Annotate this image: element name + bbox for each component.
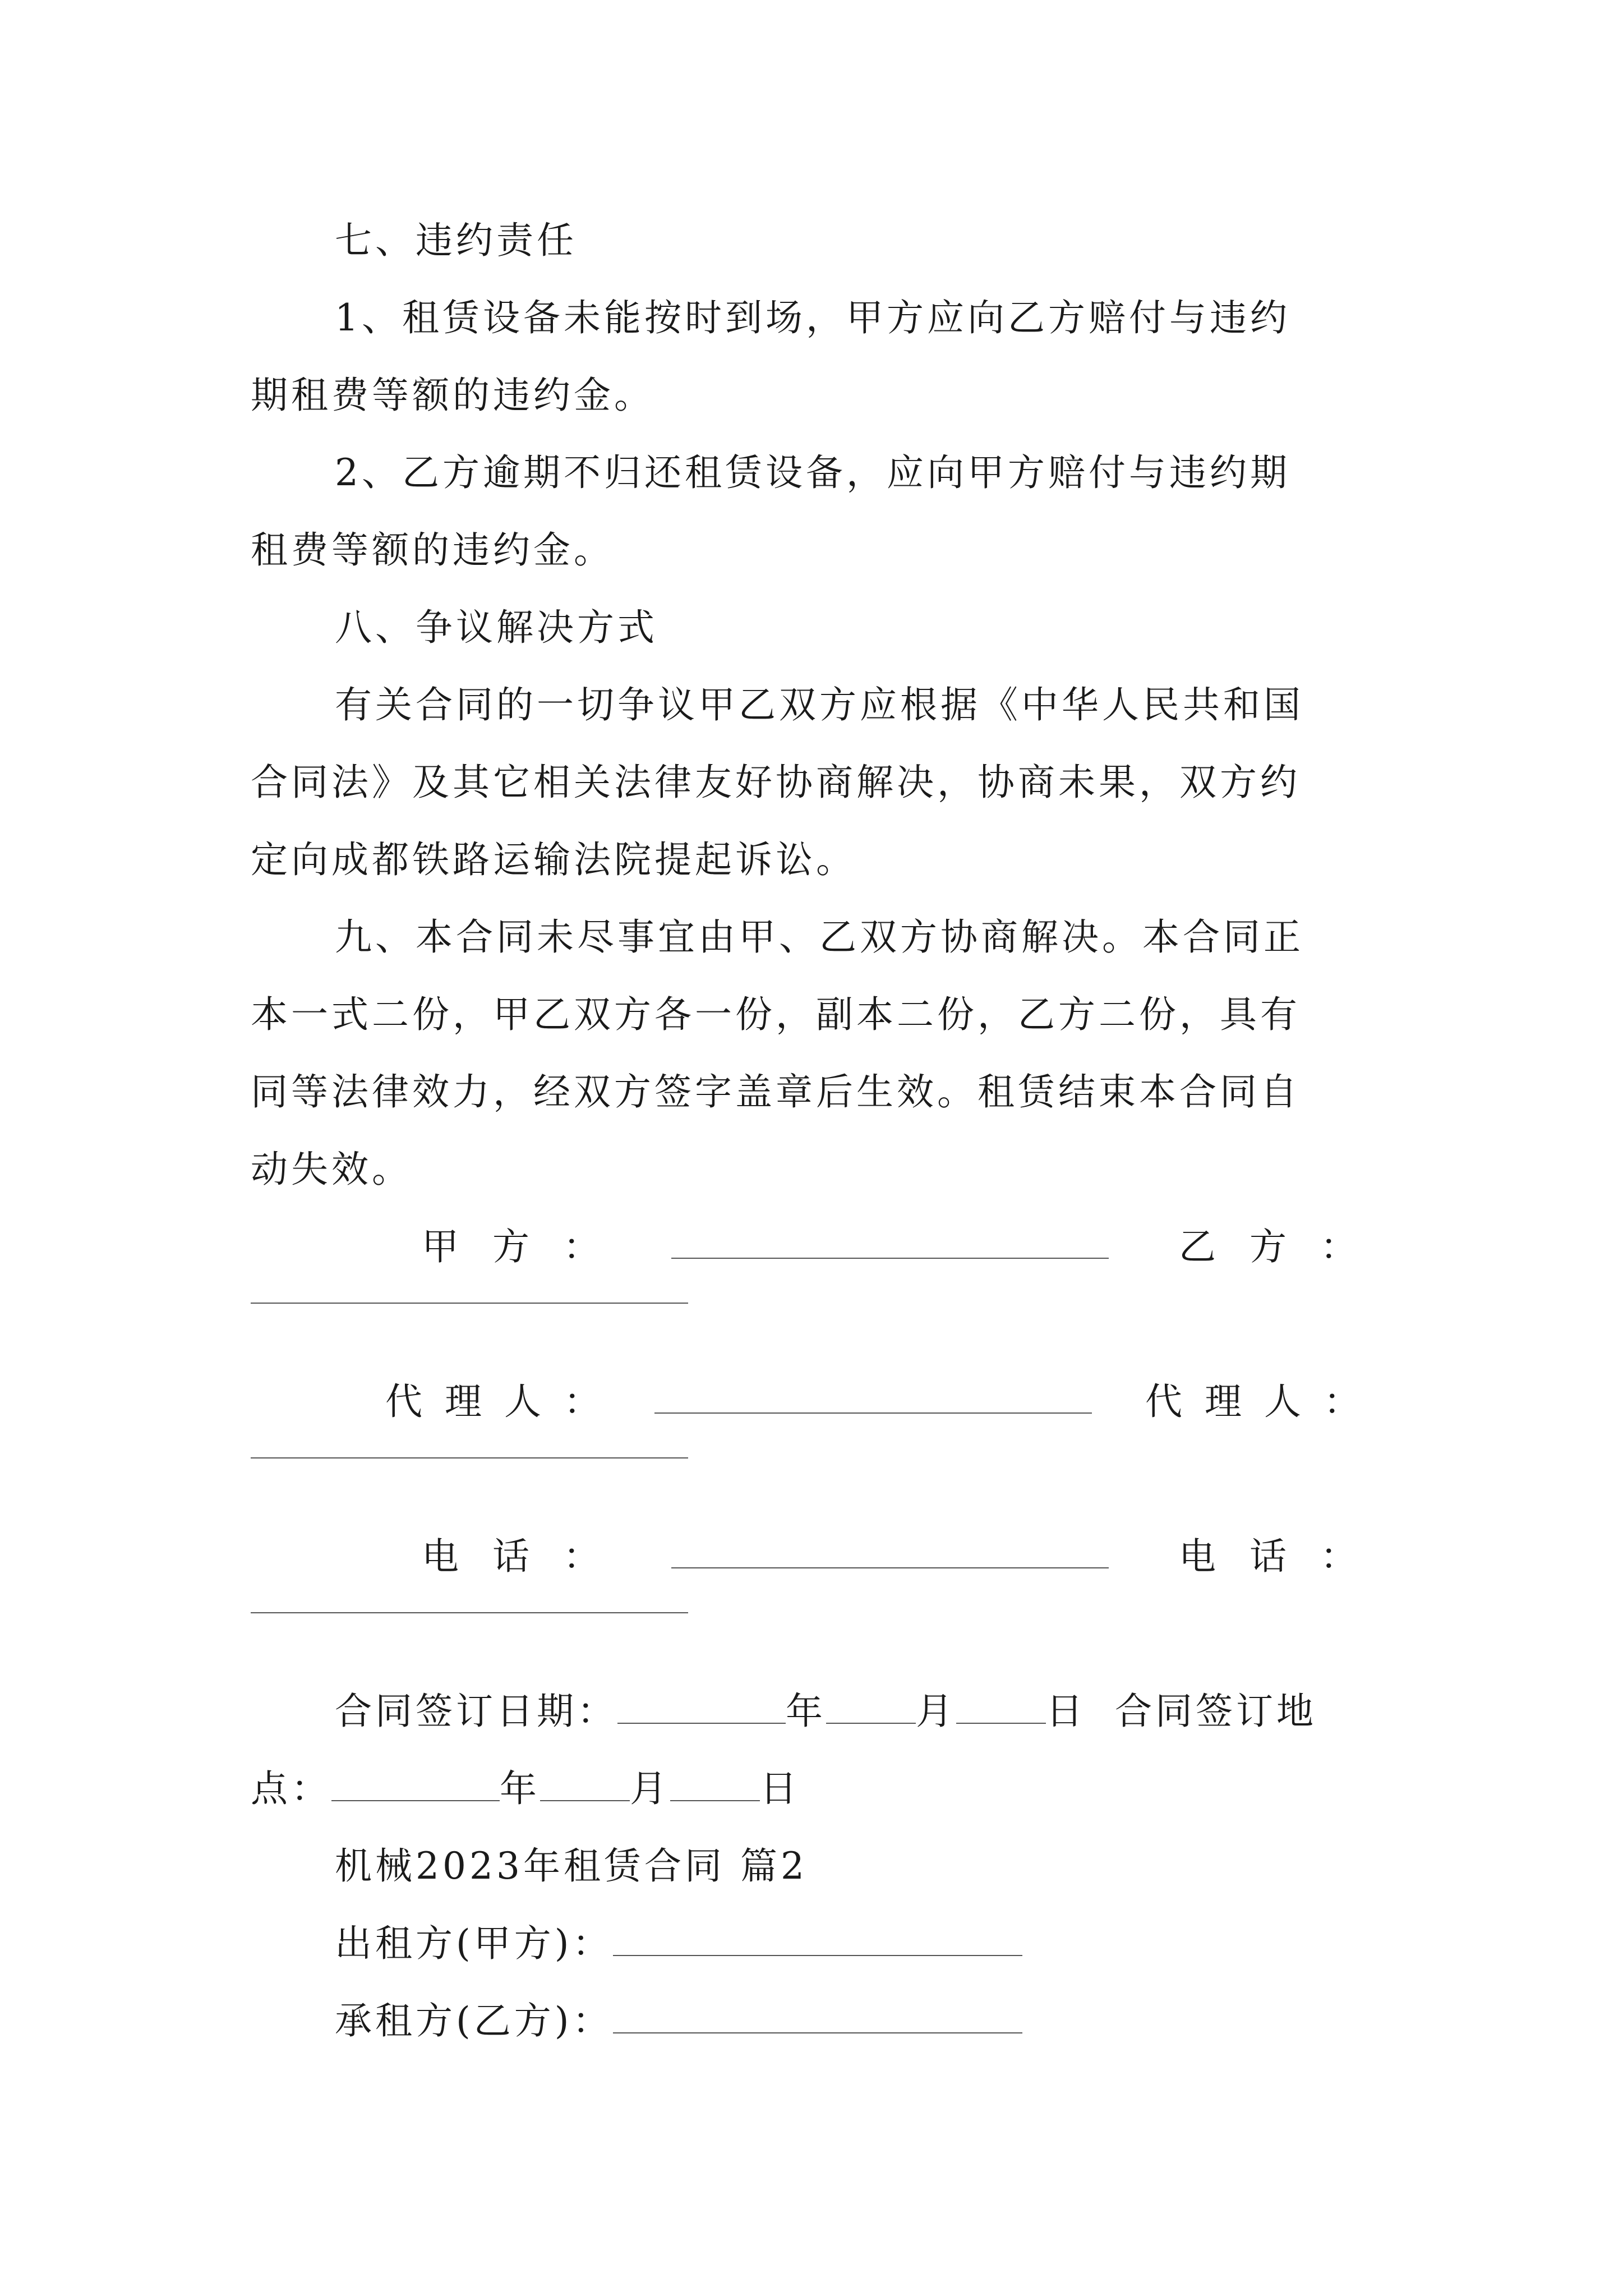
phone-b-label: 电话： bbox=[1179, 1535, 1391, 1578]
lessee-label: 承租方(乙方)： bbox=[335, 1999, 613, 2042]
agent-b-label: 代理人： bbox=[1145, 1380, 1383, 1423]
paragraph-line: 定向成都铁路运输法院提起诉讼。 bbox=[251, 838, 856, 881]
document-content bbox=[251, 202, 1391, 2060]
date-label: 合同签订日期： bbox=[335, 1690, 617, 1733]
paragraph-line: 合同法》及其它相关法律友好协商解决，协商未果，双方约 bbox=[251, 761, 1301, 804]
party-a-blank[interactable] bbox=[671, 1225, 1109, 1259]
paragraph-line: 动失效。 bbox=[251, 1148, 412, 1191]
signature-continuation bbox=[251, 1286, 1384, 1363]
lessor-line bbox=[251, 1905, 1384, 1982]
paragraph-line: 期租费等额的违约金。 bbox=[251, 374, 654, 417]
signature-continuation bbox=[251, 1595, 1384, 1673]
phone-b-blank[interactable] bbox=[251, 1612, 688, 1613]
place-month-blank[interactable] bbox=[540, 1768, 630, 1801]
signature-row-agent bbox=[251, 1363, 1384, 1441]
paragraph-line: 本一式二份，甲乙双方各一份，副本二份，乙方二份，具有 bbox=[251, 993, 1301, 1036]
year-blank[interactable] bbox=[617, 1690, 786, 1724]
lessor-blank[interactable] bbox=[613, 1922, 1022, 1956]
signature-row-party bbox=[251, 1208, 1391, 1286]
place-label: 合同签订地 bbox=[1114, 1690, 1317, 1733]
phone-a-label: 电话： bbox=[422, 1535, 634, 1578]
party-a-label: 甲方： bbox=[422, 1225, 634, 1268]
section-7-title: 七、违约责任 bbox=[335, 219, 577, 262]
paragraph-line: 租费等额的违约金。 bbox=[251, 528, 614, 572]
day-blank[interactable] bbox=[956, 1690, 1046, 1724]
lessor-label: 出租方(甲方)： bbox=[335, 1922, 613, 1965]
party-b-blank[interactable] bbox=[251, 1303, 688, 1304]
year-label: 年 bbox=[500, 1767, 540, 1810]
agent-a-blank[interactable] bbox=[654, 1380, 1092, 1414]
lessee-blank[interactable] bbox=[613, 2000, 1022, 2033]
month-label: 月 bbox=[916, 1690, 956, 1733]
next-contract-title: 机械2023年租赁合同 篇2 bbox=[335, 1844, 808, 1888]
phone-a-blank[interactable] bbox=[671, 1535, 1109, 1568]
section-8-title: 八、争议解决方式 bbox=[335, 606, 658, 649]
paragraph-line: 1、租赁设备未能按时到场，甲方应向乙方赔付与违约 bbox=[335, 296, 1290, 339]
paragraph-line: 同等法律效力，经双方签字盖章后生效。租赁结束本合同自 bbox=[251, 1070, 1301, 1114]
paragraph-line: 九、本合同未尽事宜由甲、乙双方协商解决。本合同正 bbox=[335, 915, 1304, 959]
day-label: 日 bbox=[1046, 1690, 1086, 1733]
place-label-cont: 点： bbox=[251, 1767, 331, 1810]
contract-place-line bbox=[251, 1750, 1384, 1828]
month-blank[interactable] bbox=[826, 1690, 916, 1724]
lessee-line bbox=[251, 1982, 1384, 2060]
place-year-blank[interactable] bbox=[331, 1768, 500, 1801]
signature-row-phone bbox=[251, 1518, 1391, 1595]
agent-a-label: 代理人： bbox=[385, 1380, 623, 1423]
paragraph-line: 2、乙方逾期不归还租赁设备，应向甲方赔付与违约期 bbox=[335, 451, 1290, 494]
party-b-label: 乙方： bbox=[1179, 1225, 1391, 1268]
agent-b-blank[interactable] bbox=[251, 1457, 688, 1458]
place-day-blank[interactable] bbox=[670, 1768, 760, 1801]
paragraph-line: 有关合同的一切争议甲乙双方应根据《中华人民共和国 bbox=[335, 683, 1304, 726]
month-label: 月 bbox=[630, 1767, 670, 1810]
day-label: 日 bbox=[760, 1767, 800, 1810]
year-label: 年 bbox=[786, 1690, 826, 1733]
contract-date-line bbox=[251, 1673, 1384, 1750]
signature-continuation bbox=[251, 1441, 1384, 1518]
